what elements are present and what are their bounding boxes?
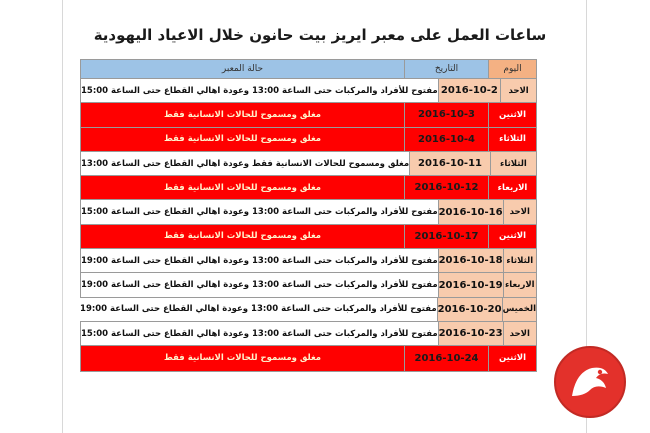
date-cell xyxy=(437,298,502,321)
date-cell xyxy=(404,225,488,248)
day-cell: الاربعاء xyxy=(488,176,536,199)
date-cell xyxy=(409,152,490,175)
date-value: 2016-10-19 xyxy=(438,279,503,291)
date-value: 2016-10-2 xyxy=(440,85,498,97)
date-value: 2016-10-16 xyxy=(438,206,503,218)
table-row xyxy=(81,152,536,176)
status-cell: مفتوح للأفراد والمركبات حتى الساعة 13:00 وعودة اهالي القطاع حتى الساعة 15:00 xyxy=(81,200,438,223)
table-row xyxy=(81,225,536,249)
day-cell: الاحد xyxy=(503,200,536,223)
day-cell: الخميس xyxy=(502,298,536,321)
status-cell: مفتوح للأفراد والمركبات حتى الساعة 13:00 وعودة اهالي القطاع حتى الساعة 19:00 xyxy=(81,273,438,296)
date-cell xyxy=(438,322,503,345)
day-cell: الاثنين xyxy=(488,103,536,126)
day-cell: الاربعاء xyxy=(503,273,536,296)
status-cell: مغلق ومسموح للحالات الانسانية فقط xyxy=(81,225,404,248)
header-date: التاريخ xyxy=(404,60,488,78)
status-cell: مفتوح للأفراد والمركبات حتى الساعة 13:00 وعودة اهالي القطاع حتى الساعة 15:00 xyxy=(81,322,438,345)
table-header-row xyxy=(81,60,536,79)
date-value: 2016-10-11 xyxy=(418,158,482,170)
day-cell: الاحد xyxy=(500,79,536,102)
table-row xyxy=(81,79,536,103)
status-cell: مغلق ومسموح للحالات الانسانية فقط xyxy=(81,346,404,370)
status-cell: مغلق ومسموح للحالات الانسانية فقط xyxy=(81,103,404,126)
day-cell: الثلاثاء xyxy=(503,249,536,272)
table-row xyxy=(81,298,536,322)
table-row xyxy=(81,322,536,346)
table-row xyxy=(81,200,536,224)
date-value: 2016-10-23 xyxy=(438,328,503,340)
date-value: 2016-10-20 xyxy=(437,303,502,315)
date-cell xyxy=(404,103,488,126)
date-cell xyxy=(404,176,488,199)
table-row xyxy=(81,176,536,200)
news-agency-logo-icon xyxy=(552,344,628,420)
page-border-left xyxy=(62,0,63,433)
day-cell: الاحد xyxy=(503,322,536,345)
day-cell: الثلاثاء xyxy=(490,152,536,175)
date-value: 2016-10-18 xyxy=(438,255,503,267)
table-row xyxy=(81,249,536,273)
date-value: 2016-10-17 xyxy=(414,230,479,242)
day-cell: الاثنين xyxy=(488,346,536,370)
date-value: 2016-10-3 xyxy=(418,109,476,121)
date-value: 2016-10-24 xyxy=(414,352,479,364)
date-cell xyxy=(404,346,488,370)
table-row xyxy=(81,103,536,127)
date-cell xyxy=(438,79,501,102)
date-cell xyxy=(404,128,488,151)
status-cell: مغلق ومسموح للحالات الانسانية فقط xyxy=(81,176,404,199)
day-cell: الاثنين xyxy=(488,225,536,248)
status-cell: مغلق ومسموح للحالات الانسانية فقط xyxy=(81,128,404,151)
header-day: اليوم xyxy=(488,60,536,78)
status-cell: مفتوح للأفراد والمركبات حتى الساعة 13:00 وعودة اهالي القطاع حتى الساعة 19:00 xyxy=(81,249,438,272)
status-cell: مفتوح للأفراد والمركبات حتى الساعة 13:00 وعودة اهالي القطاع حتى الساعة 15:00 xyxy=(81,79,438,102)
next-page-title-fragment xyxy=(100,424,540,433)
status-cell: مغلق ومسموح للحالات الانسانية فقط وعودة اهالي القطاع حتى الساعة 13:00 xyxy=(81,152,409,175)
date-cell xyxy=(438,200,503,223)
day-cell: الثلاثاء xyxy=(488,128,536,151)
date-value: 2016-10-4 xyxy=(418,133,476,145)
date-cell xyxy=(438,273,503,296)
date-value: 2016-10-12 xyxy=(414,182,479,194)
table-row xyxy=(81,128,536,152)
date-cell xyxy=(438,249,503,272)
document-title: ساعات العمل على معبر ايريز بيت حانون خلال الاعياد اليهودية xyxy=(93,26,547,44)
schedule-table xyxy=(80,59,537,372)
header-status: حالة المعبر xyxy=(81,60,404,78)
table-row xyxy=(81,346,536,370)
table-row xyxy=(81,273,536,297)
status-cell: مفتوح للأفراد والمركبات حتى الساعة 13:00 وعودة اهالي القطاع حتى الساعة 19:00 xyxy=(80,298,437,321)
